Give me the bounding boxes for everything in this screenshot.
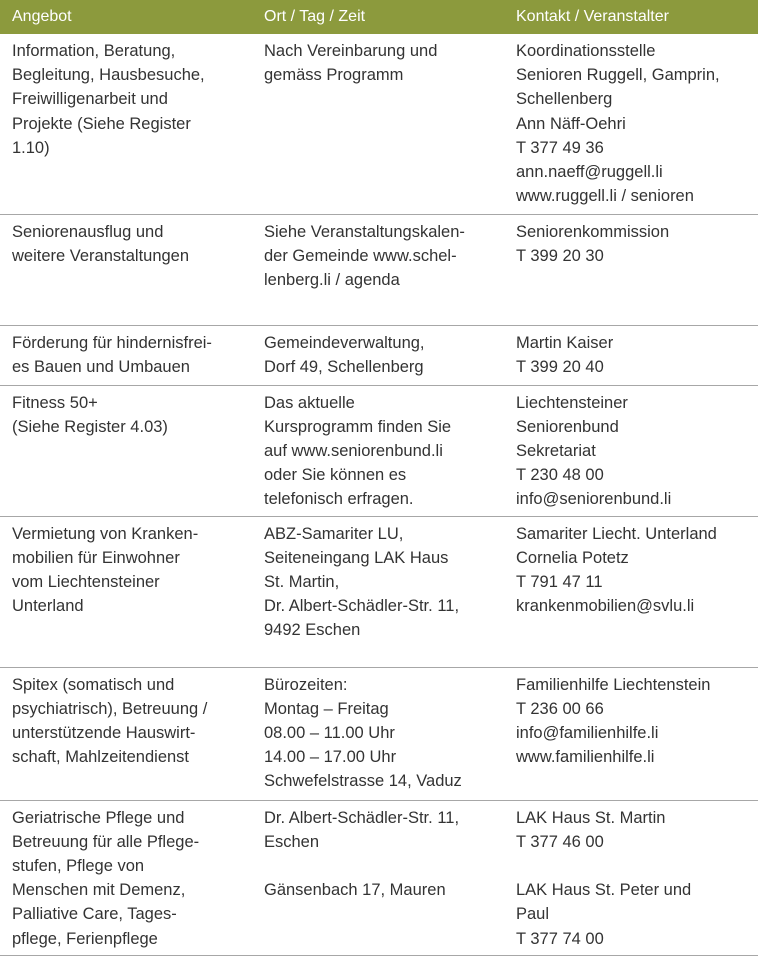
- cell-ort-tag-zeit: [252, 667, 504, 800]
- cell-line: (Siehe Register 4.03): [12, 417, 168, 436]
- cell-line: Liechtensteiner: [516, 393, 628, 412]
- cell-kontakt: [504, 800, 758, 955]
- cell-kontakt: [504, 325, 758, 385]
- cell-line: Siehe Veranstaltungskalen-: [264, 222, 465, 241]
- cell-line: Begleitung, Hausbesuche,: [12, 66, 205, 85]
- cell-line: T 791 47 11: [516, 572, 603, 591]
- cell-line: Koordinationsstelle: [516, 42, 656, 60]
- cell-kontakt: [504, 34, 758, 214]
- cell-line: Cornelia Potetz: [516, 548, 629, 567]
- cell-line: Martin Kaiser: [516, 333, 614, 352]
- cell-line: info@familienhilfe.li: [516, 723, 659, 742]
- cell-line: T 377 49 36: [516, 138, 604, 157]
- cell-line: Dr. Albert-Schädler-Str. 11,: [264, 808, 460, 827]
- cell-line: Nach Vereinbarung und: [264, 42, 438, 60]
- cell-line: Betreuung für alle Pflege-: [12, 832, 200, 851]
- table-row: [0, 800, 758, 955]
- cell-line: der Gemeinde www.schel-: [264, 246, 457, 265]
- cell-angebot: [0, 325, 252, 385]
- cell-kontakt: [504, 385, 758, 516]
- cell-angebot: [0, 385, 252, 516]
- cell-line: Vermietung von Kranken-: [12, 524, 199, 543]
- cell-line: T 399 20 40: [516, 357, 604, 376]
- cell-line: Samariter Liecht. Unterland: [516, 524, 717, 543]
- table-row: [0, 214, 758, 325]
- cell-ort-tag-zeit: [252, 34, 504, 214]
- cell-line: auf www.seniorenbund.li: [264, 441, 443, 460]
- cell-line: Montag – Freitag: [264, 699, 389, 718]
- cell-line: T 236 00 66: [516, 699, 604, 718]
- header-ort-tag-zeit: Ort / Tag / Zeit: [252, 0, 504, 34]
- cell-line: weitere Veranstaltungen: [12, 246, 190, 265]
- cell-line: Ann Näff-Oehri: [516, 114, 626, 133]
- cell-line: T 377 74 00: [516, 929, 604, 948]
- table-row: [0, 667, 758, 800]
- cell-line: Dr. Albert-Schädler-Str. 11,: [264, 597, 460, 616]
- cell-line: krankenmobilien@svlu.li: [516, 597, 695, 616]
- table-row: [0, 34, 758, 214]
- cell-line: Seniorenkommission: [516, 222, 670, 241]
- cell-line: Gemeindeverwaltung,: [264, 333, 425, 352]
- cell-line: Familienhilfe Liechtenstein: [516, 675, 711, 694]
- cell-line: es Bauen und Umbauen: [12, 357, 190, 376]
- cell-line: Bürozeiten:: [264, 675, 348, 694]
- cell-angebot: [0, 34, 252, 214]
- cell-line: lenberg.li / agenda: [264, 270, 400, 289]
- cell-line: Dorf 49, Schellenberg: [264, 357, 424, 376]
- cell-ort-tag-zeit: [252, 516, 504, 667]
- cell-line: 1.10): [12, 138, 50, 157]
- cell-line: gemäss Programm: [264, 66, 404, 85]
- cell-line: LAK Haus St. Martin: [516, 808, 666, 827]
- cell-line: Schwefelstrasse 14, Vaduz: [264, 772, 462, 791]
- table-row: [0, 385, 758, 516]
- line-spacer: [516, 854, 752, 878]
- cell-line: pflege, Ferienpflege: [12, 929, 158, 948]
- cell-line: Förderung für hindernisfrei-: [12, 333, 212, 352]
- cell-line: vom Liechtensteiner: [12, 572, 160, 591]
- cell-line: 14.00 – 17.00 Uhr: [264, 748, 397, 767]
- cell-line: ABZ-Samariter LU,: [264, 524, 404, 543]
- table-row: [0, 325, 758, 385]
- cell-ort-tag-zeit: [252, 800, 504, 955]
- cell-line: www.ruggell.li / senioren: [516, 187, 694, 206]
- cell-line: Projekte (Siehe Register: [12, 114, 191, 133]
- cell-line: telefonisch erfragen.: [264, 490, 414, 509]
- cell-line: stufen, Pflege von: [12, 856, 145, 875]
- cell-line: Paul: [516, 905, 550, 924]
- cell-line: psychiatrisch), Betreuung /: [12, 699, 208, 718]
- cell-kontakt: [504, 214, 758, 325]
- cell-line: 9492 Eschen: [264, 621, 361, 640]
- cell-line: Das aktuelle: [264, 393, 355, 412]
- cell-line: Gänsenbach 17, Mauren: [264, 881, 446, 900]
- table-row: [0, 516, 758, 667]
- cell-ort-tag-zeit: [252, 325, 504, 385]
- cell-line: T 230 48 00: [516, 466, 604, 485]
- cell-line: unterstützende Hauswirt-: [12, 723, 196, 742]
- cell-line: Seiteneingang LAK Haus: [264, 548, 449, 567]
- cell-ort-tag-zeit: [252, 385, 504, 516]
- line-spacer: [264, 854, 498, 878]
- cell-line: info@seniorenbund.li: [516, 490, 672, 509]
- header-kontakt-veranstalter: Kontakt / Veranstalter: [504, 0, 758, 34]
- header-angebot: Angebot: [0, 0, 252, 34]
- cell-kontakt: [504, 516, 758, 667]
- cell-line: 08.00 – 11.00 Uhr: [264, 723, 395, 742]
- cell-line: ann.naeff@ruggell.li: [516, 163, 663, 182]
- cell-ort-tag-zeit: [252, 214, 504, 325]
- cell-line: Information, Beratung,: [12, 42, 176, 60]
- cell-line: Fitness 50+: [12, 393, 98, 412]
- cell-line: Palliative Care, Tages-: [12, 905, 177, 924]
- cell-line: Seniorenbund: [516, 417, 619, 436]
- cell-angebot: [0, 800, 252, 955]
- cell-line: www.familienhilfe.li: [516, 748, 655, 767]
- cell-kontakt: [504, 667, 758, 800]
- cell-line: Schellenberg: [516, 90, 613, 109]
- cell-line: T 377 46 00: [516, 832, 604, 851]
- cell-angebot: [0, 214, 252, 325]
- cell-line: Geriatrische Pflege und: [12, 808, 185, 827]
- cell-line: Freiwilligenarbeit und: [12, 90, 168, 109]
- cell-line: Kursprogramm finden Sie: [264, 417, 452, 436]
- cell-line: T 399 20 30: [516, 246, 604, 265]
- cell-line: Menschen mit Demenz,: [12, 881, 186, 900]
- cell-line: schaft, Mahlzeitendienst: [12, 748, 190, 767]
- cell-line: Eschen: [264, 832, 320, 851]
- cell-line: Senioren Ruggell, Gamprin,: [516, 66, 720, 85]
- cell-line: LAK Haus St. Peter und: [516, 881, 692, 900]
- cell-line: St. Martin,: [264, 572, 340, 591]
- cell-line: oder Sie können es: [264, 466, 407, 485]
- cell-angebot: [0, 516, 252, 667]
- table-header-row: [0, 0, 758, 34]
- cell-line: Unterland: [12, 597, 84, 616]
- cell-line: mobilien für Einwohner: [12, 548, 180, 567]
- cell-line: Seniorenausflug und: [12, 222, 164, 241]
- cell-line: Spitex (somatisch und: [12, 675, 175, 694]
- cell-angebot: [0, 667, 252, 800]
- cell-line: Sekretariat: [516, 441, 596, 460]
